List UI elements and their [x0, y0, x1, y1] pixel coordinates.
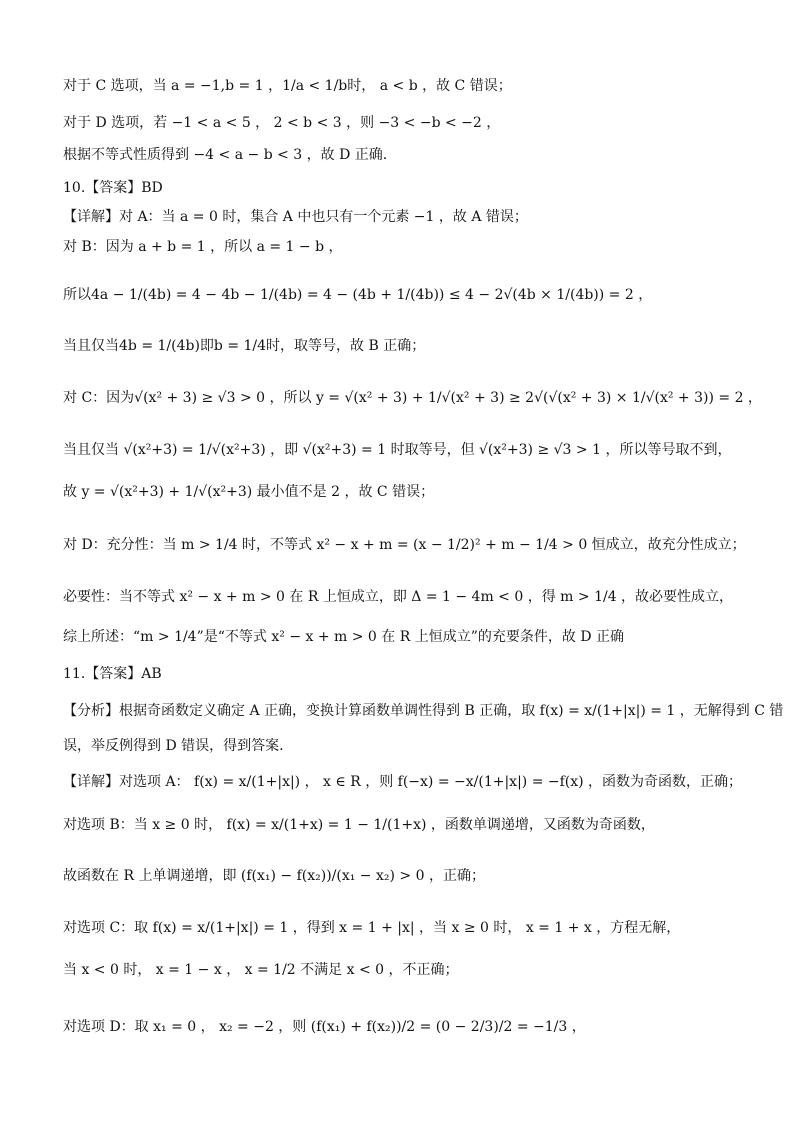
line-10: 当且仅当 √(x²+3) = 1/√(x²+3) ，即 √(x²+3) = 1 时取等号，但 √(x²+3) ≥ √3 > 1 ，所以等号取不到，	[63, 442, 732, 458]
line-11: 故 y = √(x²+3) + 1/√(x²+3) 最小值不是 2 ，故 C 错误；	[63, 484, 435, 500]
line-1: 对于 C 选项，当 a = −1,b = 1 ，1/a < 1/b时， a < b ，故 C 错误；	[63, 78, 512, 94]
line-17: 误，举反例得到 D 错误，得到答案.	[63, 738, 284, 754]
line-7: 所以4a − 1/(4b) = 4 − 4b − 1/(4b) = 4 − (4b + 1/(4b)) ≤ 4 − 2√(4b × 1/(4b)) = 2 ，	[63, 287, 653, 303]
line-6: 对 B：因为 a + b = 1 ，所以 a = 1 − b ，	[63, 239, 343, 255]
line-2: 对于 D 选项，若 −1 < a < 5 ， 2 < b < 3 ，则 −3 < −b < −2 ，	[63, 115, 501, 131]
line-9: 对 C：因为√(x² + 3) ≥ √3 > 0 ，所以 y = √(x² + 3) + 1/√(x² + 3) ≥ 2√(√(x² + 3) × 1/√(x² + 3)) = 2 ，	[63, 390, 762, 406]
line-19: 对选项 B：当 x ≥ 0 时， f(x) = x/(1+x) = 1 − 1/(1+x) ，函数单调递增，又函数为奇函数，	[63, 817, 655, 833]
line-15: 11.【答案】AB	[63, 666, 162, 682]
line-12: 对 D：充分性：当 m > 1/4 时，不等式 x² − x + m = (x − 1/2)² + m − 1/4 > 0 恒成立，故充分性成立；	[63, 537, 746, 553]
line-8: 当且仅当4b = 1/(4b)即b = 1/4时，取等号，故 B 正确；	[63, 338, 426, 354]
line-4: 10.【答案】BD	[63, 180, 163, 196]
line-21: 对选项 C：取 f(x) = x/(1+|x|) = 1 ，得到 x = 1 + |x| ，当 x ≥ 0 时， x = 1 + x ，方程无解，	[63, 920, 681, 936]
line-20: 故函数在 R 上单调递增，即 (f(x₁) − f(x₂))/(x₁ − x₂) > 0 ，正确；	[63, 868, 485, 884]
line-18: 【详解】对选项 A： f(x) = x/(1+|x|) ， x ∈ R ，则 f(−x) = −x/(1+|x|) = −f(x) ，函数为奇函数，正确；	[63, 774, 743, 790]
line-13: 必要性：当不等式 x² − x + m > 0 在 R 上恒成立，即 Δ = 1 − 4m < 0 ，得 m > 1/4 ，故必要性成立，	[63, 589, 734, 605]
line-16: 【分析】根据奇函数定义确定 A 正确，变换计算函数单调性得到 B 正确，取 f(x) = x/(1+|x|) = 1 ，无解得到 C 错	[63, 703, 784, 719]
line-22: 当 x < 0 时， x = 1 − x ， x = 1/2 不满足 x < 0 ，不正确；	[63, 962, 459, 978]
line-23: 对选项 D：取 x₁ = 0 ， x₂ = −2 ，则 (f(x₁) + f(x₂))/2 = (0 − 2/3)/2 = −1/3 ，	[63, 1019, 586, 1035]
line-3: 根据不等式性质得到 −4 < a − b < 3 ，故 D 正确.	[63, 147, 388, 163]
line-5: 【详解】对 A：当 a = 0 时，集合 A 中也只有一个元素 −1 ，故 A 错误；	[63, 209, 528, 225]
line-14: 综上所述：“m > 1/4”是“不等式 x² − x + m > 0 在 R 上恒成立”的充要条件，故 D 正确	[63, 629, 625, 645]
